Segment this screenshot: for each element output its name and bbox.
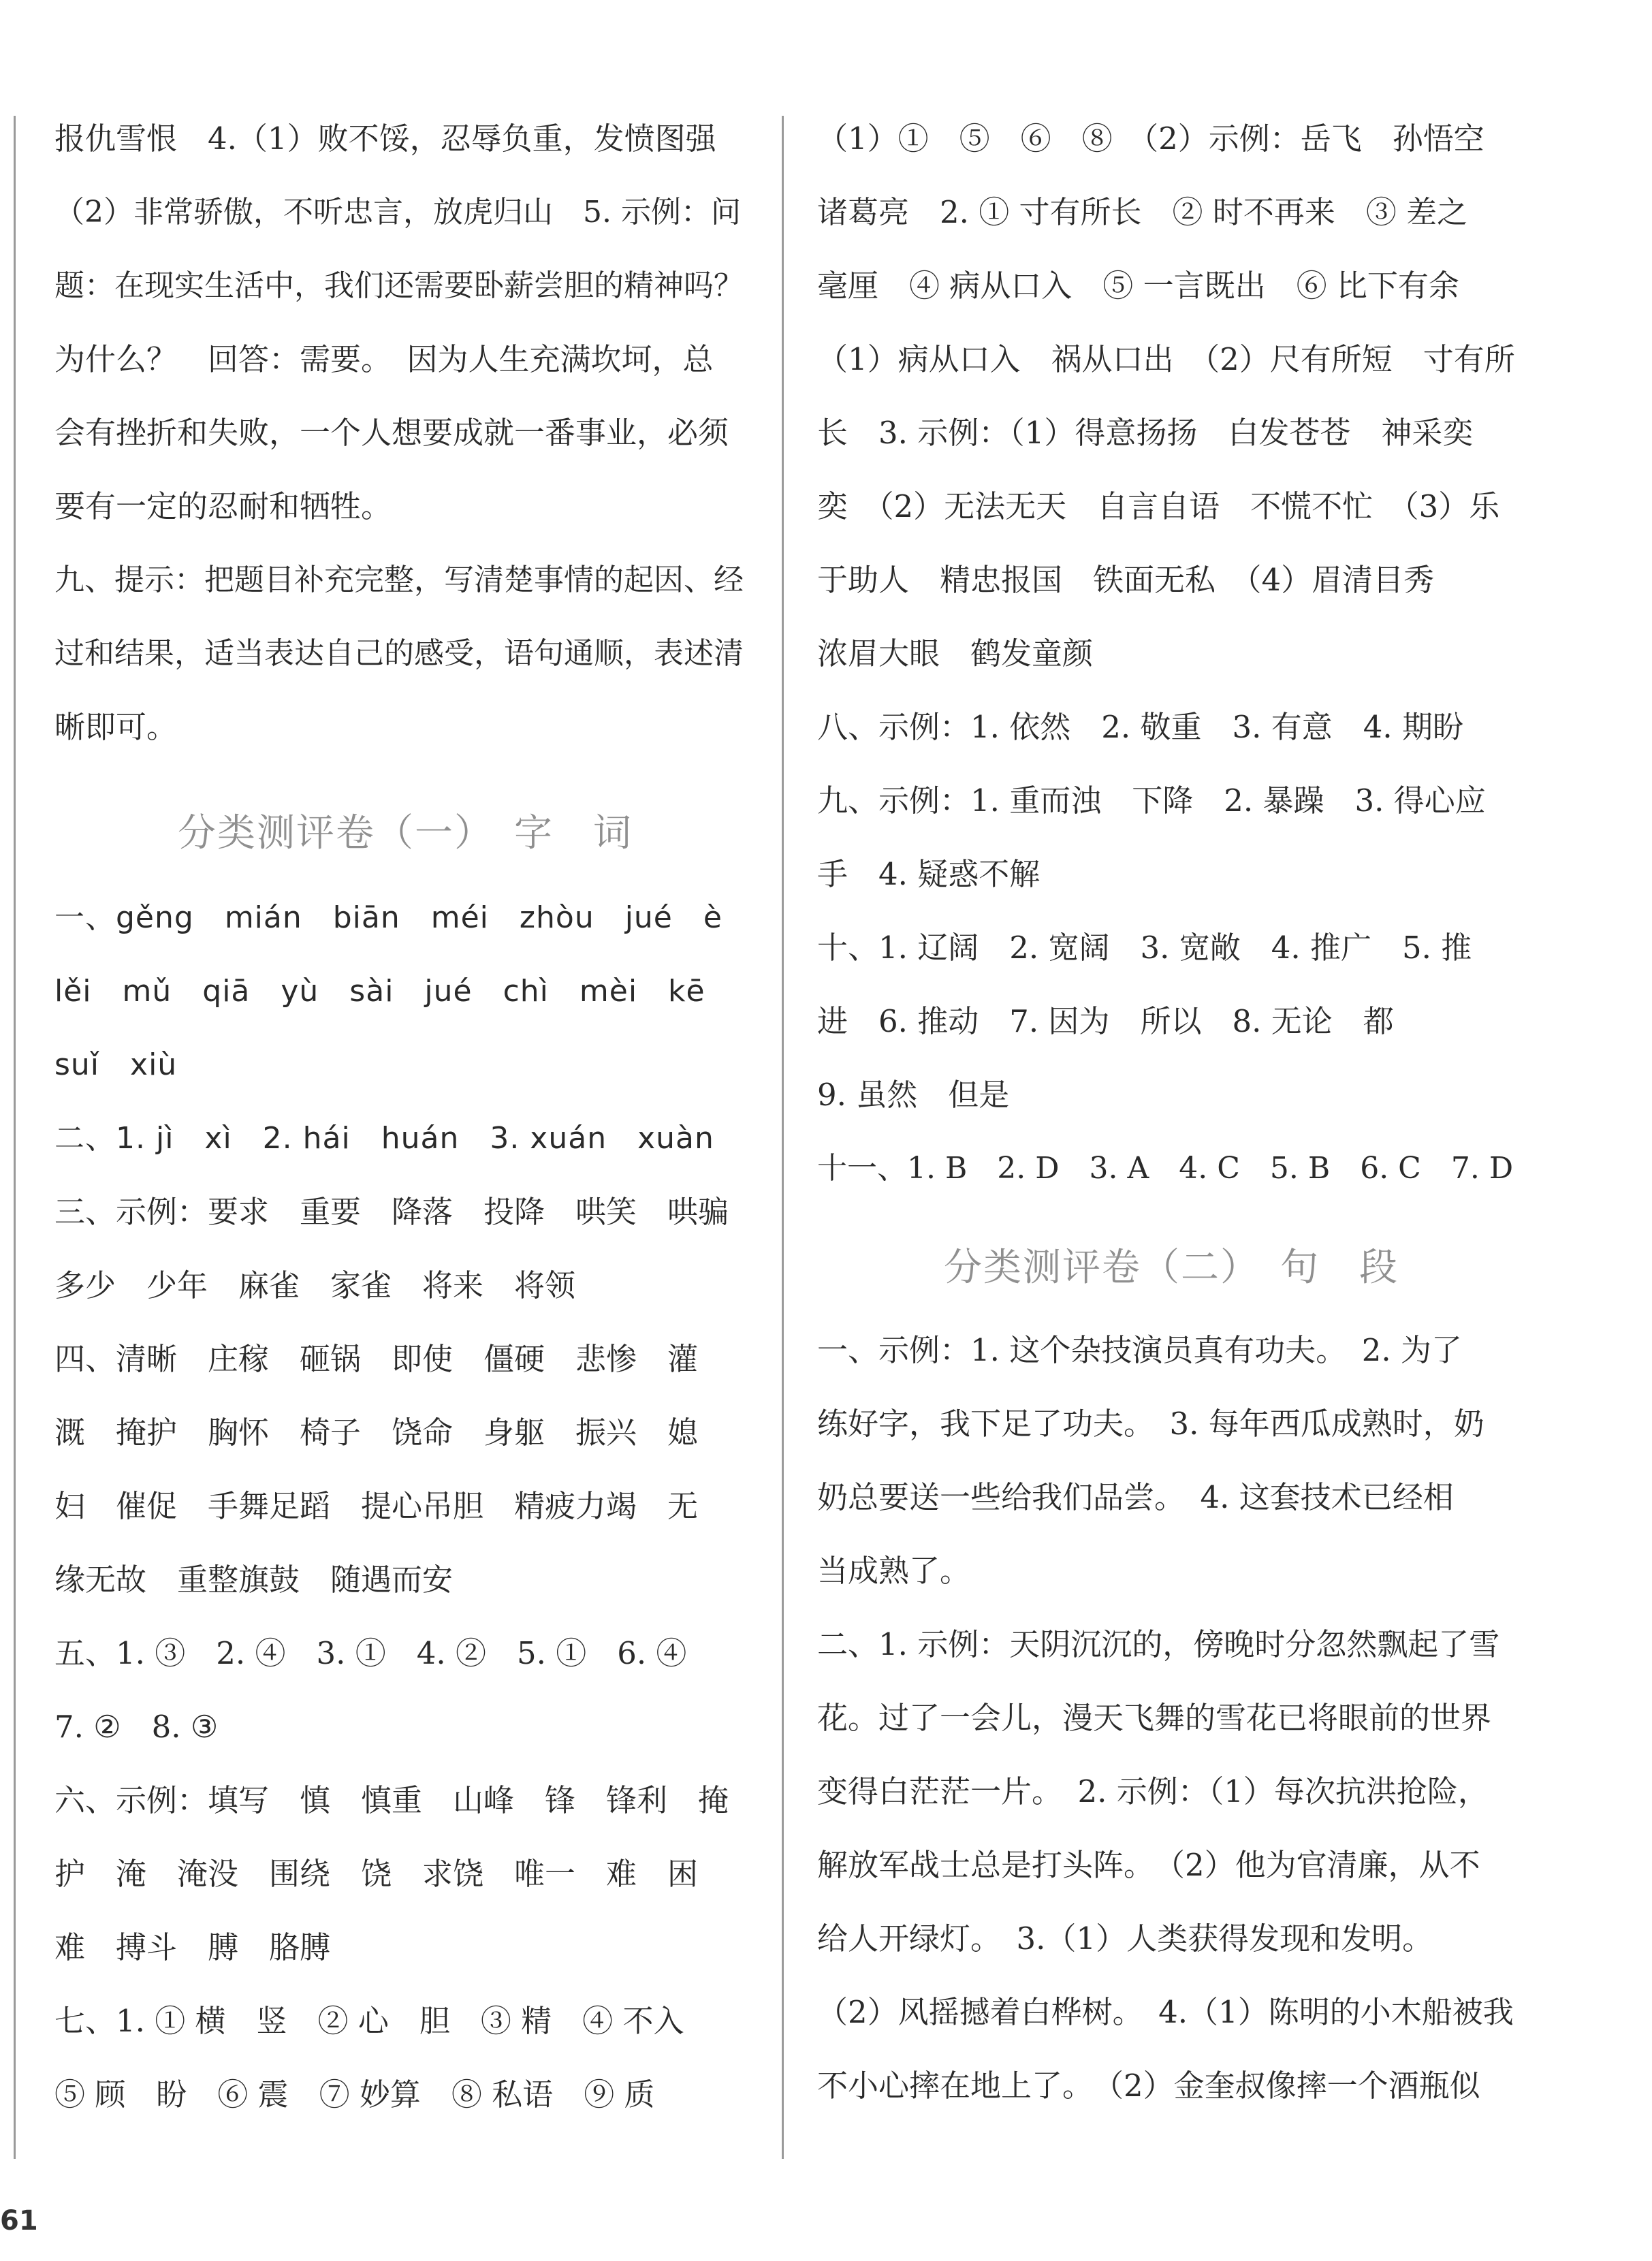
answer-line: 为什么？ 回答：需要。 因为人生充满坎坷，总	[54, 341, 714, 377]
pinyin-line: lěi mǔ qiā yù sài jué chì mèi kē	[54, 974, 705, 1009]
answer-line: 解放军战士总是打头阵。 （2）他为官清廉，从不	[817, 1847, 1480, 1883]
answer-block-top	[817, 102, 1525, 1205]
answer-line: 护 淹 淹没 围绕 饶 求饶 唯一 难 困	[54, 1856, 699, 1892]
left-column	[54, 102, 756, 2132]
answer-line: 变得白茫茫一片。 2. 示例：（1）每次抗洪抢险，	[817, 1773, 1489, 1809]
answer-line: 九、提示：把题目补充完整，写清楚事情的起因、经	[54, 563, 744, 597]
answer-line: 报仇雪恨 4.（1）败不馁，忍辱负重，发愤图强	[54, 121, 716, 157]
answer-line: 诸葛亮 2. ① 寸有所长 ② 时不再来 ③ 差之	[817, 194, 1468, 230]
answer-line: 难 搏斗 膊 胳膊	[54, 1929, 331, 1965]
right-column	[817, 102, 1525, 2123]
answer-line: 浓眉大眼 鹤发童颜	[817, 635, 1094, 671]
answer-line: 十一、1. B 2. D 3. A 4. C 5. B 6. C 7. D	[817, 1151, 1514, 1186]
answer-line: 五、1. ③ 2. ④ 3. ① 4. ② 5. ① 6. ④	[54, 1635, 687, 1671]
answer-line: 练好字，我下足了功夫。 3. 每年西瓜成熟时，奶	[817, 1406, 1484, 1442]
answer-line: （2）非常骄傲，不听忠言，放虎归山 5. 示例：问	[54, 195, 741, 230]
answer-block-bottom	[54, 1175, 756, 2132]
section-heading-words: 分类测评卷（一） 字 词	[178, 811, 633, 855]
answer-line: 题：在现实生活中，我们还需要卧薪尝胆的精神吗？	[54, 268, 744, 303]
answer-line: 毫厘 ④ 病从口入 ⑤ 一言既出 ⑥ 比下有余	[817, 268, 1459, 304]
answer-line: 六、示例：填写 慎 慎重 山峰 锋 锋利 掩	[54, 1782, 729, 1818]
answer-block-top	[54, 102, 756, 764]
section-heading-sentences: 分类测评卷（二） 句 段	[944, 1246, 1399, 1290]
column-divider	[782, 116, 784, 2159]
answer-line: 7. ② 8. ③	[54, 1709, 219, 1745]
pinyin-block	[54, 881, 756, 1175]
answer-line: （1）病从口入 祸从口出 （2）尺有所短 寸有所	[817, 341, 1515, 377]
pinyin-line: suǐ xiù	[54, 1047, 178, 1082]
left-margin-rule	[14, 116, 16, 2159]
page-number: 61	[0, 2205, 38, 2236]
pinyin-line: 二、1. jì xì 2. hái huán 3. xuán xuàn	[54, 1121, 714, 1156]
answer-line: 溉 掩护 胸怀 椅子 饶命 身躯 振兴 媳	[54, 1414, 699, 1451]
answer-line: 过和结果，适当表达自己的感受，语句通顺，表述清	[54, 636, 744, 671]
answer-line: （1）① ⑤ ⑥ ⑧ （2）示例：岳飞 孙悟空	[817, 121, 1484, 157]
answer-line: 会有挫折和失败，一个人想要成就一番事业，必须	[54, 415, 729, 451]
answer-line: 要有一定的忍耐和牺牲。	[54, 488, 392, 524]
answer-block-bottom	[817, 1314, 1525, 2123]
answer-line: ⑤ 顾 盼 ⑥ 震 ⑦ 妙算 ⑧ 私语 ⑨ 质	[54, 2076, 655, 2113]
answer-line: 三、示例：要求 重要 降落 投降 哄笑 哄骗	[54, 1194, 729, 1230]
answer-line: 十、1. 辽阔 2. 宽阔 3. 宽敞 4. 推广 5. 推	[817, 930, 1472, 966]
answer-line: 进 6. 推动 7. 因为 所以 8. 无论 都	[817, 1003, 1394, 1039]
answer-line: 八、示例：1. 依然 2. 敬重 3. 有意 4. 期盼	[817, 709, 1463, 745]
answer-line: 花。过了一会儿，漫天飞舞的雪花已将眼前的世界	[817, 1700, 1492, 1736]
answer-line: 四、清晰 庄稼 砸锅 即使 僵硬 悲惨 灌	[54, 1341, 699, 1377]
answer-line: 当成熟了。	[817, 1553, 971, 1589]
answer-line: 九、示例：1. 重而浊 下降 2. 暴躁 3. 得心应	[817, 782, 1486, 819]
answer-line: 奕 （2）无法无天 自言自语 不慌不忙 （3）乐	[817, 488, 1500, 524]
answer-line: 给人开绿灯。 3.（1）人类获得发现和发明。	[817, 1920, 1433, 1957]
answer-line: 晰即可。	[54, 709, 178, 745]
answer-line: 手 4. 疑惑不解	[817, 856, 1041, 892]
answer-line: 妇 催促 手舞足蹈 提心吊胆 精疲力竭 无	[54, 1488, 699, 1524]
answer-line: 9. 虽然 但是	[817, 1077, 1010, 1113]
answer-line: 缘无故 重整旗鼓 随遇而安	[54, 1562, 454, 1598]
pinyin-line: 一、gěng mián biān méi zhòu jué è	[54, 900, 722, 935]
answer-line: 于助人 精忠报国 铁面无私 （4）眉清目秀	[817, 562, 1435, 598]
answer-line: 七、1. ① 横 竖 ② 心 胆 ③ 精 ④ 不入	[54, 2003, 684, 2039]
answer-line: （2）风摇撼着白桦树。 4.（1）陈明的小木船被我	[817, 1994, 1514, 2030]
answer-line: 不小心摔在地上了。 （2）金奎叔像摔一个酒瓶似	[817, 2068, 1480, 2104]
answer-line: 奶总要送一些给我们品尝。 4. 这套技术已经相	[817, 1479, 1454, 1515]
answer-line: 一、示例：1. 这个杂技演员真有功夫。 2. 为了	[817, 1332, 1462, 1368]
answer-line: 二、1. 示例：天阴沉沉的，傍晚时分忽然飘起了雪	[817, 1626, 1500, 1662]
answer-line: 多少 少年 麻雀 家雀 将来 将领	[54, 1267, 576, 1303]
answer-line: 长 3. 示例：（1）得意扬扬 白发苍苍 神采奕	[817, 415, 1474, 451]
